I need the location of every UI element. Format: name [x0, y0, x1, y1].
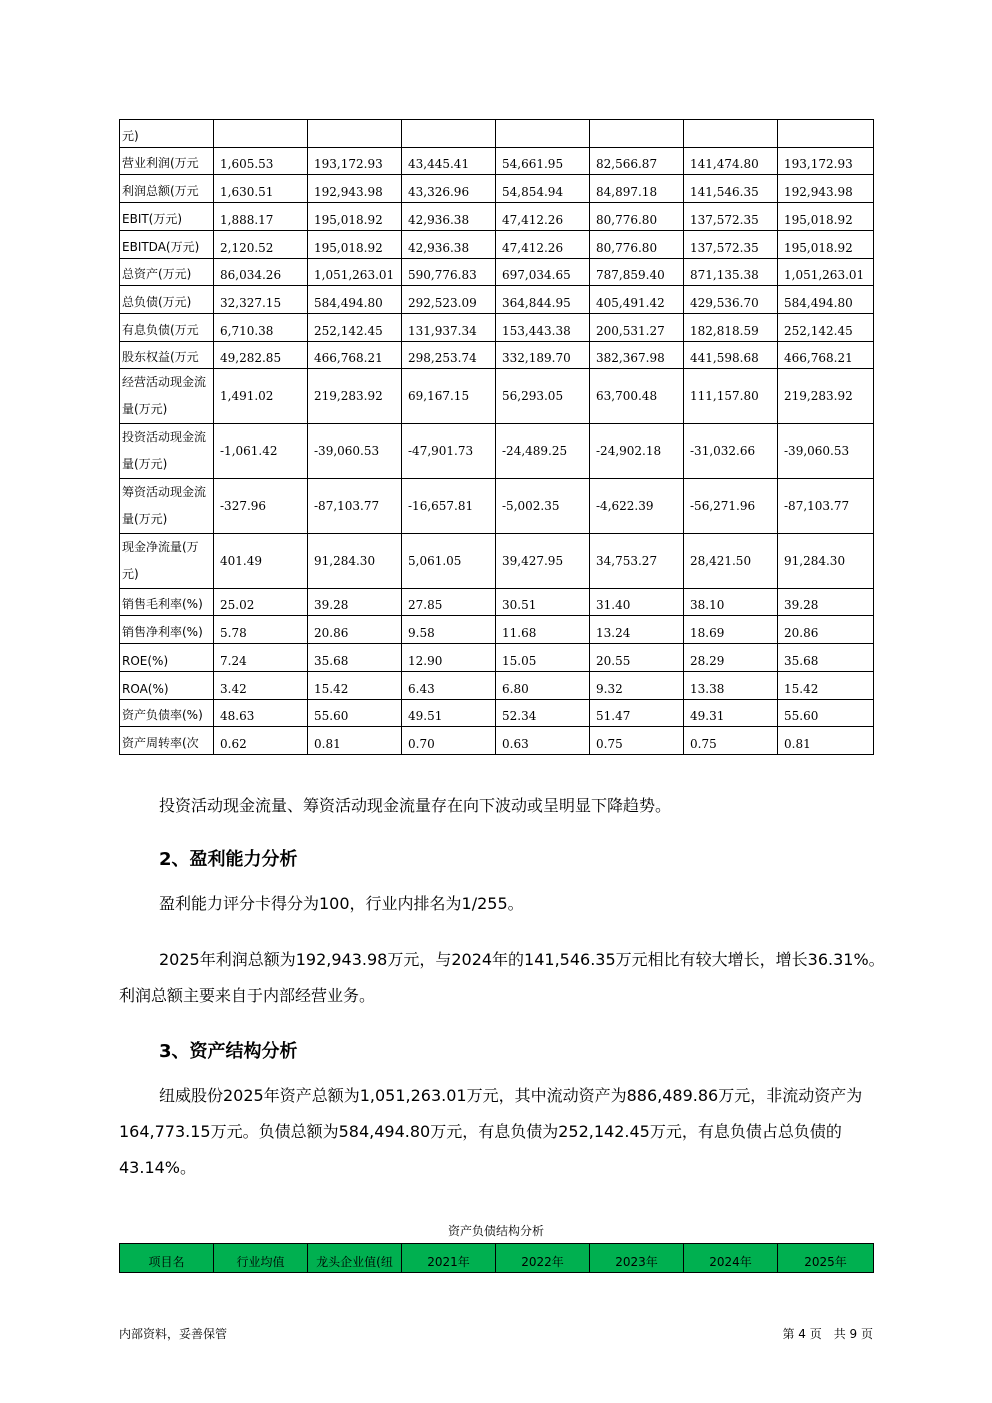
table-cell: 584,494.80 — [778, 286, 874, 314]
column-header: 2022年 — [496, 1244, 590, 1273]
table-header-row — [120, 1244, 874, 1273]
row-label: 资产负债率(%) — [120, 700, 214, 727]
table-cell: 3.42 — [214, 672, 308, 700]
table-row — [120, 369, 874, 424]
table-row — [120, 259, 874, 286]
footer-confidential: 内部资料，妥善保管 — [119, 1327, 228, 1341]
table-cell: 1,051,263.01 — [308, 259, 402, 286]
table-cell: 6.43 — [402, 672, 496, 700]
table-row — [120, 644, 874, 672]
table-row — [120, 120, 874, 148]
table-cell: 15.05 — [496, 644, 590, 672]
row-label: EBIT(万元) — [120, 203, 214, 231]
paragraph-asset-structure: 纽威股份2025年资产总额为1,051,263.01万元，其中流动资产为886,489.86万元，非流动资产为164,773.15万元。负债总额为584,494.80万元，有息负债为252,142.45万元，有息负债占总负债的43.14%。 — [119, 1086, 863, 1177]
table-cell: 51.47 — [590, 700, 684, 727]
table-cell: 195,018.92 — [778, 231, 874, 259]
column-header: 2024年 — [684, 1244, 778, 1273]
paragraph-total-profit: 2025年利润总额为192,943.98万元，与2024年的141,546.35万元相比有较大增长，增长36.31%。利润总额主要来自于内部经营业务。 — [119, 950, 885, 1005]
table-cell: 1,630.51 — [214, 175, 308, 203]
table-cell: 42,936.38 — [402, 231, 496, 259]
table-cell: 787,859.40 — [590, 259, 684, 286]
table-cell: 28,421.50 — [684, 534, 778, 589]
asset-liability-structure-table — [119, 1243, 874, 1273]
table-cell: 27.85 — [402, 589, 496, 616]
table-cell: 871,135.38 — [684, 259, 778, 286]
table-cell: 39.28 — [308, 589, 402, 616]
table-cell: 80,776.80 — [590, 231, 684, 259]
table-cell: 219,283.92 — [308, 369, 402, 424]
table-cell: 401.49 — [214, 534, 308, 589]
table-cell: 6,710.38 — [214, 314, 308, 342]
table-cell: 219,283.92 — [778, 369, 874, 424]
table-cell: 35.68 — [778, 644, 874, 672]
table-cell: 49.31 — [684, 700, 778, 727]
table-row — [120, 700, 874, 727]
table-cell: 28.29 — [684, 644, 778, 672]
table-row — [120, 231, 874, 259]
table-cell: 182,818.59 — [684, 314, 778, 342]
table-row — [120, 616, 874, 644]
table-cell: 56,293.05 — [496, 369, 590, 424]
table-cell: 1,605.53 — [214, 148, 308, 175]
column-header: 龙头企业值(纽 — [308, 1244, 402, 1273]
table-caption: 资产负债结构分析 — [447, 1224, 544, 1238]
table-cell: 193,172.93 — [308, 148, 402, 175]
row-label: 总负债(万元) — [120, 286, 214, 314]
table-cell: -5,002.35 — [496, 479, 590, 534]
table-cell: 292,523.09 — [402, 286, 496, 314]
table-cell: 441,598.68 — [684, 342, 778, 369]
table-cell: -16,657.81 — [402, 479, 496, 534]
table-cell: 193,172.93 — [778, 148, 874, 175]
table-cell: 111,157.80 — [684, 369, 778, 424]
table-row — [120, 342, 874, 369]
row-label: 销售毛利率(%) — [120, 589, 214, 616]
table-cell: 252,142.45 — [308, 314, 402, 342]
table-row — [120, 534, 874, 589]
table-cell: 13.38 — [684, 672, 778, 700]
table-cell: 39.28 — [778, 589, 874, 616]
table-row — [120, 148, 874, 175]
table-row — [120, 672, 874, 700]
table-cell: 49.51 — [402, 700, 496, 727]
table-cell: 131,937.34 — [402, 314, 496, 342]
row-label: 投资活动现金流量(万元) — [120, 424, 214, 479]
table-cell: 466,768.21 — [778, 342, 874, 369]
table-cell — [778, 120, 874, 148]
table-cell: -39,060.53 — [778, 424, 874, 479]
section-heading-asset-structure: 3、资产结构分析 — [159, 1041, 298, 1062]
table-cell: -87,103.77 — [308, 479, 402, 534]
table-row — [120, 286, 874, 314]
column-header: 2021年 — [402, 1244, 496, 1273]
table-cell: 12.90 — [402, 644, 496, 672]
table-cell: 91,284.30 — [308, 534, 402, 589]
table-cell: 153,443.38 — [496, 314, 590, 342]
table-cell: 52.34 — [496, 700, 590, 727]
column-header: 2025年 — [778, 1244, 874, 1273]
table-cell: 55.60 — [778, 700, 874, 727]
row-label: 筹资活动现金流量(万元) — [120, 479, 214, 534]
table-cell: 20.86 — [778, 616, 874, 644]
table-cell: 2,120.52 — [214, 231, 308, 259]
table-cell: 84,897.18 — [590, 175, 684, 203]
table-cell: 63,700.48 — [590, 369, 684, 424]
table-row — [120, 589, 874, 616]
table-cell: 0.62 — [214, 727, 308, 755]
table-cell: 54,854.94 — [496, 175, 590, 203]
table-cell: 1,491.02 — [214, 369, 308, 424]
table-body — [120, 120, 874, 755]
table-cell: 195,018.92 — [308, 231, 402, 259]
table-cell: 429,536.70 — [684, 286, 778, 314]
table-cell: 0.63 — [496, 727, 590, 755]
table-row — [120, 314, 874, 342]
row-label: ROE(%) — [120, 644, 214, 672]
table-cell: 38.10 — [684, 589, 778, 616]
table-cell: 697,034.65 — [496, 259, 590, 286]
table-cell: 137,572.35 — [684, 203, 778, 231]
table-cell: 0.81 — [308, 727, 402, 755]
table-cell: 0.75 — [684, 727, 778, 755]
column-header: 项目名 — [120, 1244, 214, 1273]
row-label: 有息负债(万元 — [120, 314, 214, 342]
table-cell: 43,326.96 — [402, 175, 496, 203]
table-cell: 54,661.95 — [496, 148, 590, 175]
table-cell: 32,327.15 — [214, 286, 308, 314]
table-cell: 9.32 — [590, 672, 684, 700]
table-cell: 590,776.83 — [402, 259, 496, 286]
table-cell: 6.80 — [496, 672, 590, 700]
row-label: 元) — [120, 120, 214, 148]
table-row — [120, 424, 874, 479]
table-cell: -31,032.66 — [684, 424, 778, 479]
table-cell: 7.24 — [214, 644, 308, 672]
table-cell: 69,167.15 — [402, 369, 496, 424]
table-cell: -56,271.96 — [684, 479, 778, 534]
row-label: 现金净流量(万元) — [120, 534, 214, 589]
table-cell: -24,489.25 — [496, 424, 590, 479]
table-cell: 39,427.95 — [496, 534, 590, 589]
table-cell: 13.24 — [590, 616, 684, 644]
table-row — [120, 175, 874, 203]
table-cell: 1,051,263.01 — [778, 259, 874, 286]
row-label: EBITDA(万元) — [120, 231, 214, 259]
table-cell: -39,060.53 — [308, 424, 402, 479]
table-cell: 364,844.95 — [496, 286, 590, 314]
table-cell: 466,768.21 — [308, 342, 402, 369]
section-heading-profitability: 2、盈利能力分析 — [159, 849, 298, 870]
table-cell — [684, 120, 778, 148]
paragraph-cashflow-trend: 投资活动现金流量、筹资活动现金流量存在向下波动或呈明显下降趋势。 — [159, 796, 672, 815]
table-cell: 382,367.98 — [590, 342, 684, 369]
row-label: 股东权益(万元 — [120, 342, 214, 369]
table-cell: 298,253.74 — [402, 342, 496, 369]
financial-indicators-table — [119, 119, 874, 755]
table-row — [120, 727, 874, 755]
table-cell: 15.42 — [778, 672, 874, 700]
table-cell: 1,888.17 — [214, 203, 308, 231]
table-cell: 31.40 — [590, 589, 684, 616]
table-cell: 47,412.26 — [496, 203, 590, 231]
table-cell: 252,142.45 — [778, 314, 874, 342]
column-header: 行业均值 — [214, 1244, 308, 1273]
table-cell: 15.42 — [308, 672, 402, 700]
table-cell: 5.78 — [214, 616, 308, 644]
table-cell: 200,531.27 — [590, 314, 684, 342]
row-label: 利润总额(万元 — [120, 175, 214, 203]
table-cell: -4,622.39 — [590, 479, 684, 534]
table-cell: 91,284.30 — [778, 534, 874, 589]
table-cell: 137,572.35 — [684, 231, 778, 259]
table-cell: 141,474.80 — [684, 148, 778, 175]
table-cell: 35.68 — [308, 644, 402, 672]
table-cell: -327.96 — [214, 479, 308, 534]
column-header: 2023年 — [590, 1244, 684, 1273]
table-cell: 405,491.42 — [590, 286, 684, 314]
table-row — [120, 203, 874, 231]
table-cell: -47,901.73 — [402, 424, 496, 479]
table-cell: 25.02 — [214, 589, 308, 616]
table-cell: 11.68 — [496, 616, 590, 644]
table-cell: 20.55 — [590, 644, 684, 672]
table-cell: -1,061.42 — [214, 424, 308, 479]
table-cell — [214, 120, 308, 148]
row-label: 资产周转率(次 — [120, 727, 214, 755]
table-cell: 584,494.80 — [308, 286, 402, 314]
paragraph-profitability-score: 盈利能力评分卡得分为100，行业内排名为1/255。 — [159, 894, 524, 913]
table-cell: 141,546.35 — [684, 175, 778, 203]
table-cell: 195,018.92 — [778, 203, 874, 231]
table-cell: 192,943.98 — [308, 175, 402, 203]
table-cell: 5,061.05 — [402, 534, 496, 589]
table-cell: 30.51 — [496, 589, 590, 616]
table-row — [120, 479, 874, 534]
table-cell — [402, 120, 496, 148]
table-cell: 55.60 — [308, 700, 402, 727]
table-cell: 34,753.27 — [590, 534, 684, 589]
table-cell — [308, 120, 402, 148]
table-cell — [496, 120, 590, 148]
footer-page-number: 第 4 页 共 9 页 — [782, 1327, 873, 1341]
row-label: 经营活动现金流量(万元) — [120, 369, 214, 424]
table-cell: 0.81 — [778, 727, 874, 755]
row-label: ROA(%) — [120, 672, 214, 700]
table-cell: 47,412.26 — [496, 231, 590, 259]
table-cell: 0.70 — [402, 727, 496, 755]
table-cell: -24,902.18 — [590, 424, 684, 479]
table-cell: 43,445.41 — [402, 148, 496, 175]
table-cell: -87,103.77 — [778, 479, 874, 534]
table-cell: 20.86 — [308, 616, 402, 644]
table-cell — [590, 120, 684, 148]
table-cell: 332,189.70 — [496, 342, 590, 369]
table-cell: 49,282.85 — [214, 342, 308, 369]
table-cell: 192,943.98 — [778, 175, 874, 203]
table-cell: 48.63 — [214, 700, 308, 727]
table-cell: 42,936.38 — [402, 203, 496, 231]
row-label: 销售净利率(%) — [120, 616, 214, 644]
table-cell: 86,034.26 — [214, 259, 308, 286]
table-cell: 0.75 — [590, 727, 684, 755]
table-cell: 82,566.87 — [590, 148, 684, 175]
table-cell: 18.69 — [684, 616, 778, 644]
table-cell: 195,018.92 — [308, 203, 402, 231]
table-cell: 80,776.80 — [590, 203, 684, 231]
table-cell: 9.58 — [402, 616, 496, 644]
row-label: 总资产(万元) — [120, 259, 214, 286]
row-label: 营业利润(万元 — [120, 148, 214, 175]
